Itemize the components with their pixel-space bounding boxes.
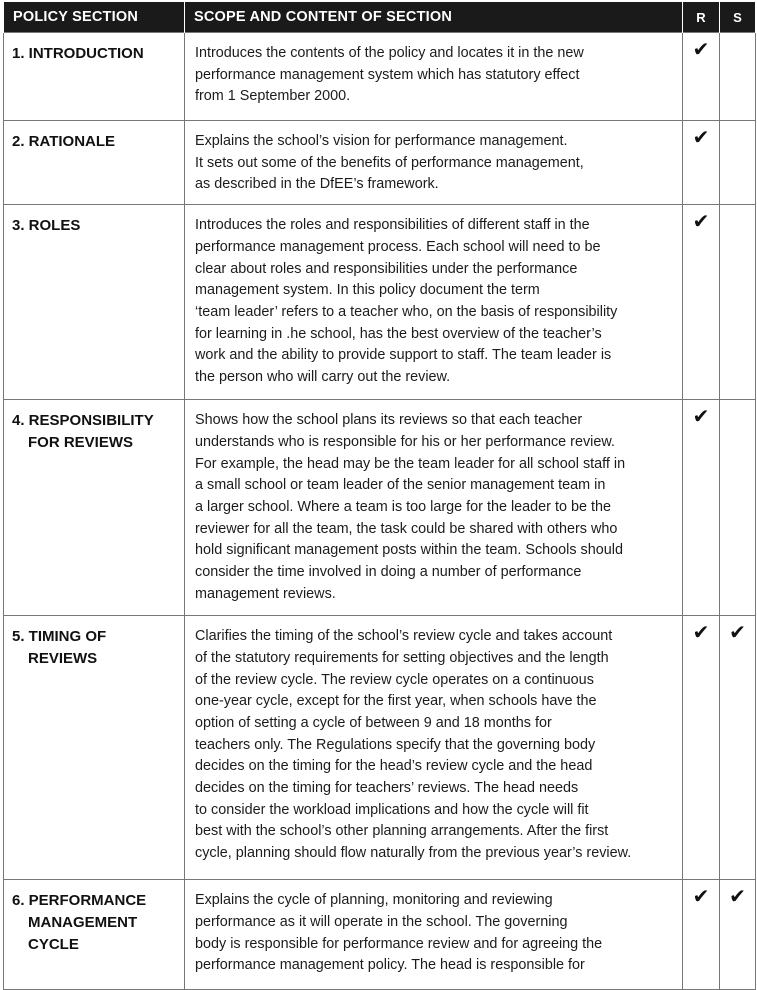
table-row (4, 33, 756, 121)
content-line: cycle, planning should flow naturally from the previous year’s review. (195, 845, 632, 862)
content-line: decides on the timing for teachers’ reviews. The head needs (195, 780, 579, 797)
s-check-icon: ✔ (720, 616, 756, 880)
header-r: R (683, 2, 720, 33)
s-check-icon (720, 400, 756, 616)
s-check-icon (720, 33, 756, 121)
content-line: performance management process. Each school will need to be (195, 238, 601, 255)
content-line: management system. In this policy document the term (195, 282, 540, 299)
scope-content-cell (185, 121, 683, 205)
content-line: hold significant management posts within the team. Schools should (195, 542, 623, 559)
content-line: ‘team leader’ refers to a teacher who, on the basis of responsibility (195, 303, 618, 320)
section-title-line: 3. ROLES (12, 217, 81, 235)
header-policy-section: POLICY SECTION (4, 2, 185, 33)
content-line: decides on the timing for the head’s review cycle and the head (195, 758, 593, 775)
scope-content-cell (185, 33, 683, 121)
header-s: S (720, 2, 756, 33)
policy-table (3, 2, 756, 990)
content-line: to consider the workload implications and how the cycle will fit (195, 801, 589, 818)
s-check-icon (720, 205, 756, 400)
policy-section-cell (4, 616, 185, 880)
content-line: body is responsible for performance review and for agreeing the (195, 935, 603, 952)
content-line: one-year cycle, except for the first year, when schools have the (195, 693, 597, 710)
content-line: from 1 September 2000. (195, 88, 351, 105)
policy-section-cell (4, 121, 185, 205)
content-line: best with the school’s other planning arrangements. After the first (195, 823, 609, 840)
content-line: clear about roles and responsibilities under the performance (195, 260, 578, 277)
table-row (4, 880, 756, 990)
header-scope-content: SCOPE AND CONTENT OF SECTION (185, 2, 683, 33)
content-line: consider the time involved in doing a number of performance (195, 564, 582, 581)
content-line: Introduces the contents of the policy and locates it in the new (195, 45, 584, 61)
content-line: performance management system which has statutory effect (195, 66, 580, 83)
r-check-icon: ✔ (683, 400, 720, 616)
scope-content-cell (185, 400, 683, 616)
section-title-line: 4. RESPONSIBILITY (12, 412, 154, 430)
content-line: Introduces the roles and responsibilities of different staff in the (195, 217, 590, 234)
content-line: performance as it will operate in the school. The governing (195, 913, 568, 930)
s-check-icon (720, 121, 756, 205)
scope-content-cell (185, 616, 683, 880)
content-line: Explains the cycle of planning, monitoring and reviewing (195, 892, 553, 909)
table-row (4, 121, 756, 205)
r-check-icon: ✔ (683, 205, 720, 400)
section-title-line: MANAGEMENT (28, 914, 138, 932)
r-check-icon: ✔ (683, 880, 720, 990)
content-line: Explains the school’s vision for performance management. (195, 133, 568, 149)
content-line: Clarifies the timing of the school’s review cycle and takes account (195, 628, 613, 645)
content-line: performance management policy. The head is responsible for (195, 957, 585, 974)
policy-section-cell (4, 400, 185, 616)
content-line: teachers only. The Regulations specify that the governing body (195, 736, 596, 753)
r-check-icon: ✔ (683, 616, 720, 880)
content-line: work and the ability to provide support to staff. The team leader is (195, 347, 612, 364)
table-row (4, 400, 756, 616)
header-row (4, 2, 756, 33)
section-title-line: FOR REVIEWS (28, 434, 134, 452)
content-line: management reviews. (195, 585, 336, 602)
policy-section-cell (4, 205, 185, 400)
content-line: For example, the head may be the team leader for all school staff in (195, 455, 626, 472)
content-line: for learning in .he school, has the best overview of the teacher’s (195, 325, 602, 342)
section-title-line: 5. TIMING OF (12, 628, 107, 646)
table-row (4, 616, 756, 880)
content-line: reviewer for all the team, the task could be shared with others who (195, 520, 618, 537)
policy-section-cell (4, 33, 185, 121)
table-body (4, 33, 756, 990)
content-line: as described in the DfEE’s framework. (195, 176, 439, 193)
content-line: option of setting a cycle of between 9 and 18 months for (195, 714, 552, 731)
content-line: a larger school. Where a team is too large for the leader to be the (195, 498, 611, 515)
content-line: of the statutory requirements for setting objectives and the length (195, 649, 609, 666)
section-title-line: REVIEWS (28, 650, 98, 668)
content-line: understands who is responsible for his or her performance review. (195, 433, 615, 450)
section-title-line: 6. PERFORMANCE (12, 892, 147, 910)
scope-content-cell (185, 880, 683, 990)
table-row (4, 205, 756, 400)
section-title-line: 1. INTRODUCTION (12, 45, 144, 62)
section-title-line: CYCLE (28, 936, 79, 954)
policy-section-cell (4, 880, 185, 990)
s-check-icon: ✔ (720, 880, 756, 990)
section-title-line: 2. RATIONALE (12, 133, 116, 150)
content-line: a small school or team leader of the senior management team in (195, 477, 606, 494)
scope-content-cell (185, 205, 683, 400)
content-line: It sets out some of the benefits of performance management, (195, 154, 584, 171)
r-check-icon: ✔ (683, 33, 720, 121)
content-line: of the review cycle. The review cycle operates on a continuous (195, 671, 594, 688)
content-line: the person who will carry out the review. (195, 369, 451, 386)
content-line: Shows how the school plans its reviews so that each teacher (195, 412, 583, 429)
r-check-icon: ✔ (683, 121, 720, 205)
